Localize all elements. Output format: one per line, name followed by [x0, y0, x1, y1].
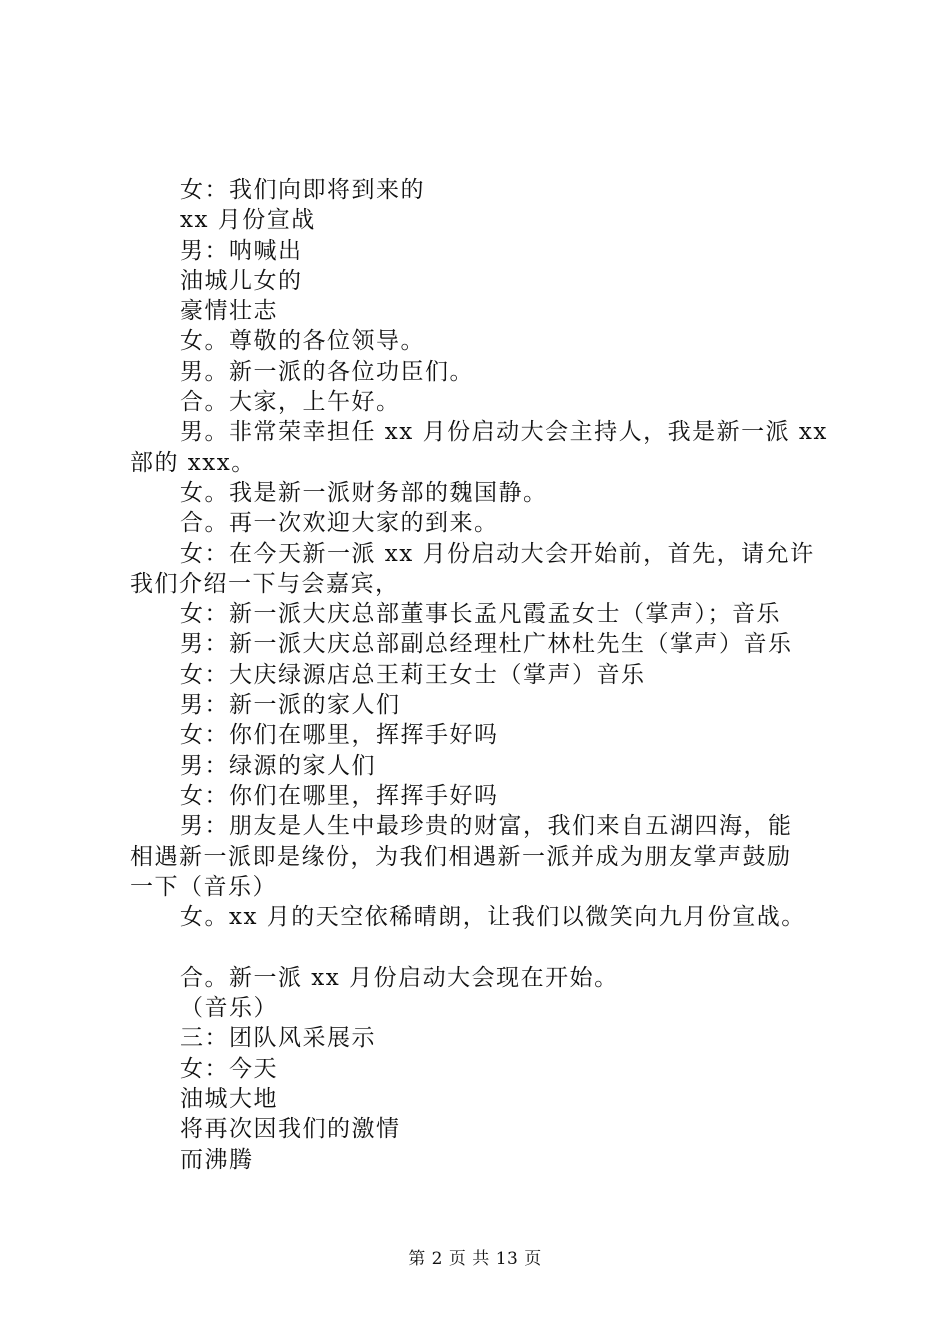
text-line: 合。大家，上午好。: [180, 389, 401, 416]
text-line: 我们介绍一下与会嘉宾，: [130, 570, 400, 597]
text-line: 油城大地: [180, 1085, 278, 1112]
page-footer: 第 2 页 共 13 页: [408, 1249, 542, 1269]
text-line: xx 月份宣战: [180, 207, 316, 234]
text-line: （音乐）: [180, 995, 278, 1022]
text-line: 而沸腾: [180, 1146, 254, 1173]
text-line: 女：新一派大庆总部董事长孟凡霞孟女士（掌声）；音乐: [180, 601, 781, 628]
text-line: 三：团队风采展示: [180, 1025, 376, 1052]
text-line: 豪情壮志: [180, 298, 278, 325]
text-line: 男。新一派的各位功臣们。: [180, 358, 474, 385]
text-line: 女。xx 月的天空依稀晴朗，让我们以微笑向九月份宣战。: [180, 904, 806, 931]
text-line: 女：在今天新一派 xx 月份启动大会开始前，首先，请允许: [180, 540, 815, 567]
text-line: 女。尊敬的各位领导。: [180, 328, 425, 355]
text-line: 合。再一次欢迎大家的到来。: [180, 510, 499, 537]
text-line: 女：你们在哪里，挥挥手好吗: [180, 782, 499, 809]
text-line: 相遇新一派即是缘份，为我们相遇新一派并成为朋友掌声鼓励: [130, 843, 792, 870]
text-line: 男：呐喊出: [180, 237, 303, 264]
text-line: 将再次因我们的激情: [180, 1116, 401, 1143]
text-line: 女。我是新一派财务部的魏国静。: [180, 479, 548, 506]
text-line: 男：新一派的家人们: [180, 692, 401, 719]
text-line: 男：绿源的家人们: [180, 752, 376, 779]
document-body: [130, 175, 830, 1175]
text-line: 部的 xxx。: [130, 449, 256, 476]
text-line: 女：你们在哪里，挥挥手好吗: [180, 722, 499, 749]
text-line: 油城儿女的: [180, 267, 303, 294]
text-line: 一下（音乐）: [130, 873, 277, 900]
text-line: 女：今天: [180, 1055, 278, 1082]
text-line: 男：新一派大庆总部副总经理杜广林杜先生（掌声）音乐: [180, 631, 793, 658]
text-line: 女：大庆绿源店总王莉王女士（掌声）音乐: [180, 661, 646, 688]
text-line: 男。非常荣幸担任 xx 月份启动大会主持人，我是新一派 xx: [180, 419, 828, 446]
text-line: 女：我们向即将到来的: [180, 177, 425, 203]
text-line: 男：朋友是人生中最珍贵的财富，我们来自五湖四海，能: [180, 813, 793, 840]
text-line: 合。新一派 xx 月份启动大会现在开始。: [180, 964, 619, 991]
blank-line: [130, 932, 830, 962]
